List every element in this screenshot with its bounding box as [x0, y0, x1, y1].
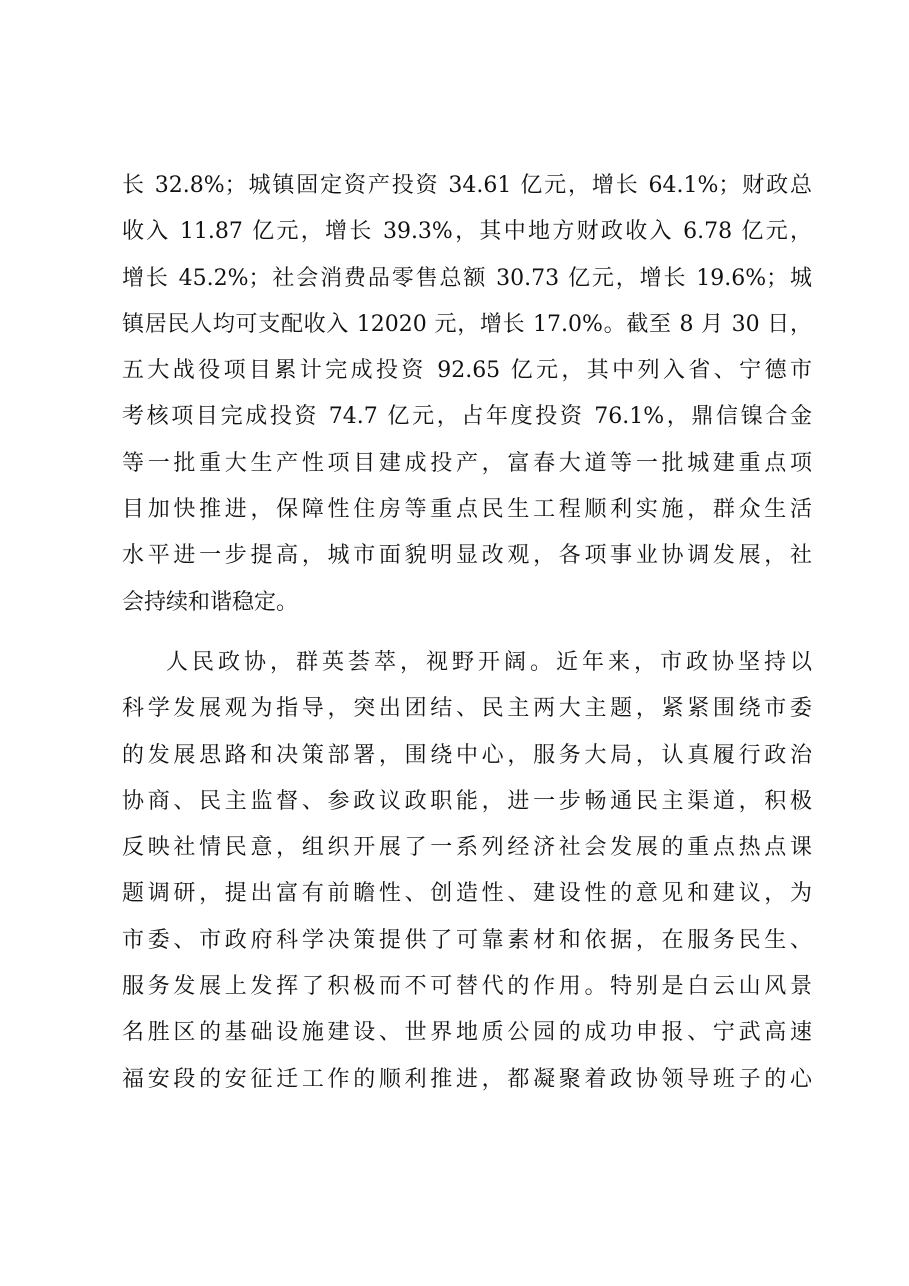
paragraph-2-line-4: 协商、民主监督、参政议政职能，进一步畅通民主渠道，积极: [122, 788, 812, 814]
paragraph-1-line-5: 五大战役项目累计完成投资 92.65 亿元，其中列入省、宁德市: [122, 358, 812, 384]
paragraph-1-line-1: 长 32.8%；城镇固定资产投资 34.61 亿元，增长 64.1%；财政总: [122, 173, 812, 198]
paragraph-2-line-1: 人民政协，群英荟萃，视野开阔。近年来，市政协坚持以: [166, 649, 812, 675]
paragraph-1-line-7: 等一批重大生产性项目建成投产，富春大道等一批城建重点项: [122, 450, 812, 476]
paragraph-2-line-9: 名胜区的基础设施建设、世界地质公园的成功申报、宁武高速: [122, 1020, 812, 1046]
paragraph-1-line-4: 镇居民人均可支配收入 12020 元，增长 17.0%。截至 8 月 30 日，: [122, 311, 812, 337]
paragraph-2-line-8: 服务发展上发挥了积极而不可替代的作用。特别是白云山风景: [122, 974, 812, 1000]
paragraph-2-line-5: 反映社情民意，组织开展了一系列经济社会发展的重点热点课: [122, 835, 812, 861]
paragraph-1-line-2: 收入 11.87 亿元，增长 39.3%，其中地方财政收入 6.78 亿元，: [122, 219, 812, 245]
paragraph-1-line-3: 增长 45.2%；社会消费品零售总额 30.73 亿元，增长 19.6%；城: [122, 265, 812, 291]
paragraph-2-line-6: 题调研，提出富有前瞻性、创造性、建设性的意见和建议，为: [122, 881, 812, 907]
paragraph-1: [122, 163, 812, 626]
paragraph-gap: [122, 626, 812, 640]
paragraph-2-line-7: 市委、市政府科学决策提供了可靠素材和依据，在服务民生、: [122, 927, 812, 953]
paragraph-1-line-6: 考核项目完成投资 74.7 亿元，占年度投资 76.1%，鼎信镍合金: [122, 404, 812, 430]
paragraph-1-line-9: 水平进一步提高，城市面貌明显改观，各项事业协调发展，社: [122, 543, 812, 569]
paragraph-2: [122, 640, 812, 1103]
document-body: [122, 163, 812, 1103]
paragraph-1-line-10: 会持续和谐稳定。: [122, 589, 299, 615]
paragraph-2-line-2: 科学发展观为指导，突出团结、民主两大主题，紧紧围绕市委: [122, 696, 812, 722]
paragraph-2-line-3: 的发展思路和决策部署，围绕中心，服务大局，认真履行政治: [122, 742, 812, 768]
paragraph-1-line-8: 目加快推进，保障性住房等重点民生工程顺利实施，群众生活: [122, 497, 812, 523]
paragraph-2-line-10: 福安段的安征迁工作的顺利推进，都凝聚着政协领导班子的心: [122, 1066, 812, 1092]
